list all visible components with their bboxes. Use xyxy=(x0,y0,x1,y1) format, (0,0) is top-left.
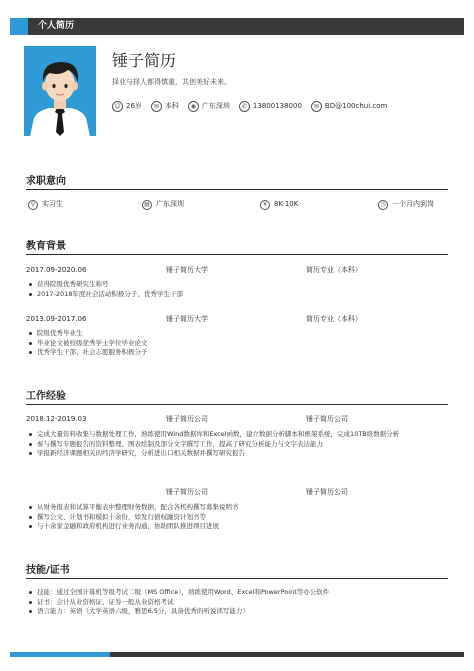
education-major: 简历专业（本科） xyxy=(306,266,362,274)
person-icon: ☺ xyxy=(112,101,123,112)
info-age xyxy=(112,101,142,112)
info-email xyxy=(311,101,387,112)
list-item: 撰写公文、计划书和模拟十余份，如发行债权融资计划书等 xyxy=(26,513,448,522)
section-divider xyxy=(26,404,448,405)
footer-accent xyxy=(10,652,110,657)
list-item: 参与撰写专题报告的资料整理、图表绘制及部分文字撰写工作，提高了研究分析能力与文字表达能力 xyxy=(26,440,448,449)
phone-icon: ✆ xyxy=(239,101,250,112)
education-major: 简历专业（本科） xyxy=(306,315,362,323)
list-item: 与十余家金融和政府机构进行业务沟通，协助团队推进项目进展 xyxy=(26,522,448,531)
resume-name: 锤子简历 xyxy=(112,51,177,70)
work-bullets xyxy=(26,430,448,459)
avatar xyxy=(24,46,96,136)
skills-bullets xyxy=(26,588,448,617)
info-education xyxy=(151,101,179,112)
personal-info-row xyxy=(112,101,396,112)
clock-icon: ◷ xyxy=(378,200,388,210)
intent-city xyxy=(142,200,184,210)
education-school: 锤子简历大学 xyxy=(166,315,208,323)
header-accent xyxy=(10,18,28,35)
salary-icon: ¥ xyxy=(260,200,270,210)
info-phone xyxy=(239,101,302,112)
footer-bar xyxy=(10,652,464,657)
info-phone-text: 13800138000 xyxy=(252,101,302,110)
education-date: 2013.09-2017.06 xyxy=(26,315,87,323)
list-item: 技能：通过全国计算机等级考试二级（MS Office），熟练使用Word、Excel和PowerPoint等办公软件 xyxy=(26,588,448,597)
section-title-skills: 技能/证书 xyxy=(26,565,70,576)
info-email-text: BD@100chui.com xyxy=(324,101,388,110)
list-item: 语言能力：英语（大学英语六级，雅思6.5分，具备优秀的听说读写能力） xyxy=(26,607,448,616)
section-divider xyxy=(26,578,448,579)
list-item: 院级优秀毕业生 xyxy=(26,329,448,338)
education-bullets xyxy=(26,280,448,299)
education-icon: ✉ xyxy=(151,101,162,112)
education-bullets xyxy=(26,329,448,358)
intent-city-text: 广东深圳 xyxy=(156,200,184,209)
job-icon: ⚲ xyxy=(28,200,38,210)
list-item: 毕业论文被校级优秀学士学位毕业论文 xyxy=(26,339,448,348)
list-item: 从财务报表和试算平衡表中整理财务数据，配合各机构撰写募集说明书 xyxy=(26,503,448,512)
work-role: 锤子简历公司 xyxy=(306,415,348,423)
avatar-illustration xyxy=(24,46,96,136)
list-item: 学报新经济课题相关的经济学研究，分析进出口相关数据并撰写研究报告 xyxy=(26,449,448,458)
page-title: 个人简历 xyxy=(38,21,75,31)
info-age-text: 26岁 xyxy=(126,101,142,110)
intent-job-text: 实习生 xyxy=(42,200,63,209)
section-title-intent: 求职意向 xyxy=(26,176,66,187)
header-bar xyxy=(10,18,464,35)
info-education-text: 本科 xyxy=(164,101,179,110)
city-icon: ▤ xyxy=(142,200,152,210)
section-divider xyxy=(26,254,448,255)
work-role: 锤子简历公司 xyxy=(306,488,348,496)
list-item: 优秀学生干部、社会志愿服务积极分子 xyxy=(26,348,448,357)
intent-salary-text: 8K-10K xyxy=(274,200,299,209)
info-location xyxy=(188,101,230,112)
intent-salary xyxy=(260,200,298,210)
resume-motto: 择业与择人都得慎重，共创美好未来。 xyxy=(112,78,231,86)
email-icon: ✉ xyxy=(311,101,322,112)
section-divider xyxy=(26,189,448,190)
list-item: 证书：会计从业资格证、证券一般从业资格考试 xyxy=(26,598,448,607)
intent-arrival-text: 一个月内到岗 xyxy=(392,200,434,209)
section-title-education: 教育背景 xyxy=(26,241,66,252)
intent-job xyxy=(28,200,63,210)
location-icon: ◉ xyxy=(188,101,199,112)
work-company: 锤子简历公司 xyxy=(166,415,208,423)
education-school: 锤子简历大学 xyxy=(166,266,208,274)
work-bullets xyxy=(26,503,448,532)
list-item: 获得院级优秀研究生称号 xyxy=(26,280,448,289)
list-item: 完成大量资料收集与数据处理工作，熟练使用Wind数据库和Excel函数，建立数据分析脚本和框架系统，完成10TB级数据分析 xyxy=(26,430,448,439)
section-title-work: 工作经验 xyxy=(26,391,66,402)
info-location-text: 广东深圳 xyxy=(201,101,230,110)
work-date: 2018.12-2019.03 xyxy=(26,415,87,423)
list-item: 2017-2018年度社会活动积极分子、优秀学生干部 xyxy=(26,290,448,299)
work-company: 锤子简历公司 xyxy=(166,488,208,496)
intent-arrival xyxy=(378,200,434,210)
education-date: 2017.09-2020.06 xyxy=(26,266,87,274)
